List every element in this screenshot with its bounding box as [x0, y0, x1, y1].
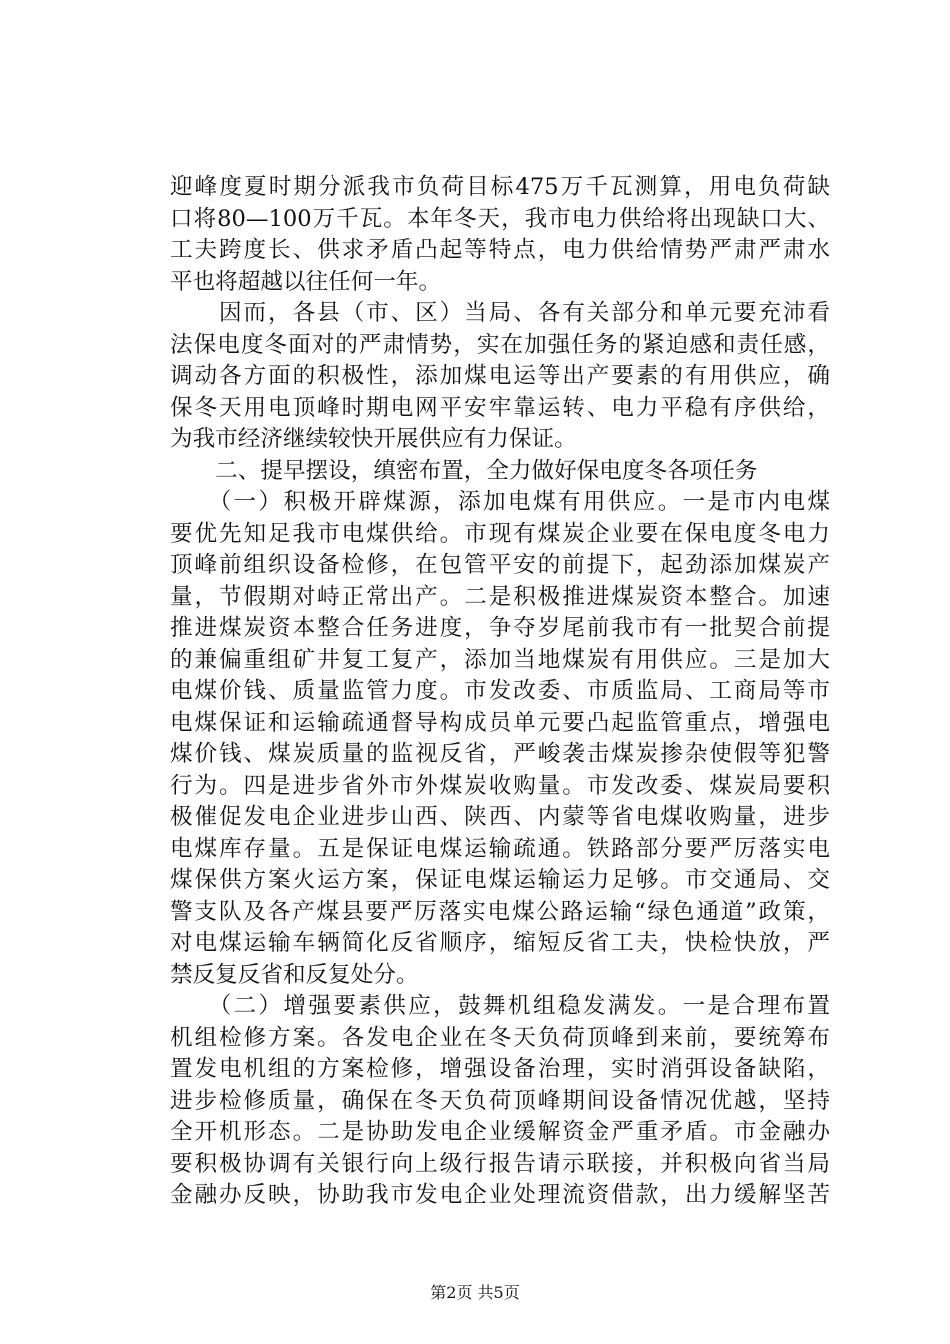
text-line: 为我市经济继续较快开展供应有力保证。: [170, 426, 577, 452]
text-line: 警支队及各产煤县要严厉落实电煤公路运输“绿色通道”政策，: [170, 898, 830, 925]
text-line: 对电煤运输车辆简化反省顺序，缩短反省工夫，快检快放，严: [170, 930, 830, 956]
text-line: 要积极协调有关银行向上级行报告请示联接，并积极向省当局: [170, 1150, 830, 1177]
text-line: 机组检修方案。各发电企业在冬天负荷顶峰到来前，要统筹布: [170, 1024, 830, 1051]
page-footer: 第2页 共5页: [430, 1283, 520, 1302]
text-line: 进步检修质量，确保在冬天负荷顶峰期间设备情况优越，坚持: [170, 1087, 830, 1114]
text-line: 顶峰前组织设备检修，在包管平安的前提下，起劲添加煤炭产: [170, 552, 830, 578]
text-line: 调动各方面的积极性，添加煤电运等出产要素的有用供应，确: [170, 363, 830, 389]
text-line: 要优先知足我市电煤供给。市现有煤炭企业要在保电度冬电力: [170, 520, 830, 547]
text-line: 二、提早摆设，缜密布置，全力做好保电度冬各项任务: [170, 457, 758, 484]
text-line: 平也将超越以往任何一年。: [170, 268, 442, 295]
text-line: 工夫跨度长、供求矛盾凸起等特点，电力供给情势严肃严肃水: [170, 237, 830, 263]
text-line: 迎峰度夏时期分派我市负荷目标475万千瓦测算，用电负荷缺: [170, 174, 830, 200]
text-line: 推进煤炭资本整合任务进度，争夺岁尾前我市有一批契合前提: [170, 615, 830, 641]
text-line: 全开机形态。二是协助发电企业缓解资金严重矛盾。市金融办: [170, 1119, 830, 1145]
text-line: 因而，各县（市、区）当局、各有关部分和单元要充沛看: [170, 300, 830, 326]
text-line: 行为。四是进步省外市外煤炭收购量。市发改委、煤炭局要积: [170, 772, 830, 799]
text-line: 金融办反映，协助我市发电企业处理流资借款，出力缓解坚苦: [170, 1182, 830, 1208]
text-line: 量，节假期对峙正常出产。二是积极推进煤炭资本整合。加速: [170, 583, 830, 610]
text-line: 极催促发电企业进步山西、陕西、内蒙等省电煤收购量，进步: [170, 804, 830, 830]
text-line: 法保电度冬面对的严肃情势，实在加强任务的紧迫感和责任感，: [170, 331, 830, 358]
text-line: （一）积极开辟煤源，添加电煤有用供应。一是市内电煤: [170, 489, 830, 515]
text-line: 口将80—100万千瓦。本年冬天，我市电力供给将出现缺口大、: [170, 205, 830, 232]
body-text: [170, 172, 830, 1212]
text-line: 电煤保证和运输疏通督导构成员单元要凸起监管重点，增强电: [170, 709, 830, 736]
text-line: 保冬天用电顶峰时期电网平安牢靠运转、电力平稳有序供给，: [170, 394, 830, 421]
text-line: 禁反复反省和反复处分。: [170, 961, 419, 988]
text-line: 煤价钱、煤炭质量的监视反省，严峻袭击煤炭掺杂使假等犯警: [170, 741, 830, 767]
text-line: 置发电机组的方案检修，增强设备治理，实时消弭设备缺陷，: [170, 1056, 830, 1082]
text-line: （二）增强要素供应，鼓舞机组稳发满发。一是合理布置: [170, 993, 830, 1019]
text-line: 电煤价钱、质量监管力度。市发改委、市质监局、工商局等市: [170, 678, 830, 704]
text-line: 电煤库存量。五是保证电煤运输疏通。铁路部分要严厉落实电: [170, 835, 830, 862]
text-line: 的兼偏重组矿井复工复产，添加当地煤炭有用供应。三是加大: [170, 646, 830, 673]
text-line: 煤保供方案火运方案，保证电煤运输运力足够。市交通局、交: [170, 867, 830, 893]
